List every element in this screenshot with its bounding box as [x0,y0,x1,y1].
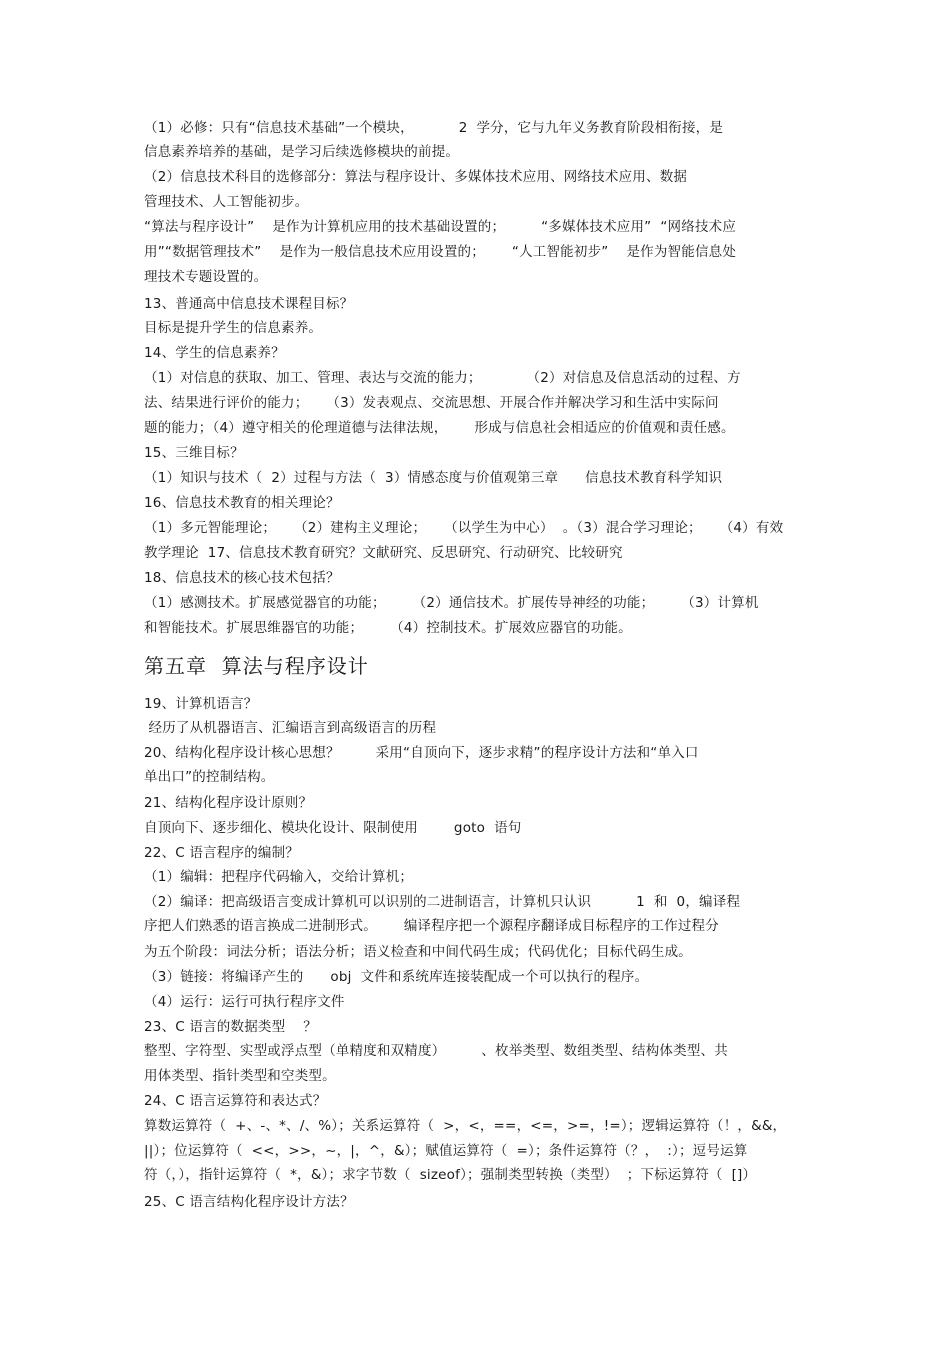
text-line: （3）链接：将编译产生的 obj 文件和系统库连接装配成一个可以执行的程序。 [144,969,649,985]
question-heading: 25、C 语言结构化程序设计方法？ [144,1194,354,1210]
text-line: 整型、字符型、实型或浮点型（单精度和双精度） 、枚举类型、数组类型、结构体类型、共 [144,1043,728,1059]
question-heading: 19、计算机语言？ [144,696,258,712]
text-line: （1）编辑：把程序代码输入，交给计算机； [144,869,414,885]
text-line: “算法与程序设计” 是作为计算机应用的技术基础设置的； “多媒体技术应用” “网络技术应 [144,219,737,235]
text-line: 理技术专题设置的。 [144,269,268,285]
text-line: 信息素养培养的基础，是学习后续选修模块的前提。 [144,144,460,160]
text-line: 教学理论 17、信息技术教育研究？文献研究、反思研究、行动研究、比较研究 [144,545,623,561]
text-line: （1）对信息的获取、加工、管理、表达与交流的能力； （2）对信息及信息活动的过程、方 [144,370,741,386]
text-line: （2）信息技术科目的选修部分：算法与程序设计、多媒体技术应用、网络技术应用、数据 [144,169,688,185]
question-heading: 22、C 语言程序的编制？ [144,845,299,861]
question-heading: 18、信息技术的核心技术包括？ [144,570,340,586]
text-line: （1）感测技术。扩展感觉器官的功能； （2）通信技术。扩展传导神经的功能； （3）计算机 [144,595,759,611]
text-line: （4）运行：运行可执行程序文件 [144,994,345,1010]
text-line: 题的能力；（4）遵守相关的伦理道德与法律法规， 形成与信息社会相适应的价值观和责任感。 [144,420,735,436]
text-line: 单出口”的控制结构。 [144,769,275,785]
text-line: （2）编译：把高级语言变成计算机可以识别的二进制语言，计算机只认识 1 和 0，编译程 [144,894,741,910]
text-line: 序把人们熟悉的语言换成二进制形式。 编译程序把一个源程序翻译成目标程序的工作过程分 [144,918,719,934]
text-line: 算数运算符（ +、-、*、/、%）；关系运算符（ >，<，==，<=，>=，!=）；逻辑运算符（！，&&， [144,1118,787,1134]
text-line: （1）知识与技术（ 2）过程与方法（ 3）情感态度与价值观第三章 信息技术教育科学知识 [144,470,723,486]
text-line: 管理技术、人工智能初步。 [144,194,309,210]
text-line: ||）；位运算符（ <<，>>，~，|，^，&）；赋值运算符（ =）；条件运算符（？， :）；逗号运算 [144,1143,748,1159]
text-line: 和智能技术。扩展思维器官的功能； （4）控制技术。扩展效应器官的功能。 [144,620,632,636]
question-heading: 14、学生的信息素养？ [144,345,285,361]
text-line: （1）多元智能理论； （2）建构主义理论； （以学生为中心） 。（3）混合学习理论； （4）有效 [144,520,784,536]
text-line: 为五个阶段：词法分析；语法分析；语义检查和中间代码生成；代码优化；目标代码生成。 [144,944,692,960]
text-line: 自顶向下、逐步细化、模块化设计、限制使用 goto 语句 [144,820,522,836]
text-line: （1）必修：只有“信息技术基础”一个模块， 2 学分，它与九年义务教育阶段相衔接，是 [144,120,724,136]
text-line: 用”“数据管理技术” 是作为一般信息技术应用设置的； “人工智能初步” 是作为智能信息处 [144,244,737,260]
question-heading: 23、C 语言的数据类型 ？ [144,1019,317,1035]
chapter-heading: 第五章 算法与程序设计 [144,654,369,678]
question-heading: 20、结构化程序设计核心思想？ 采用“自顶向下，逐步求精”的程序设计方法和“单入口 [144,745,699,761]
text-line: 目标是提升学生的信息素养。 [144,320,323,336]
question-heading: 16、信息技术教育的相关理论？ [144,495,340,511]
question-heading: 15、三维目标？ [144,445,244,461]
question-heading: 24、C 语言运算符和表达式？ [144,1093,327,1109]
question-heading: 13、普通高中信息技术课程目标？ [144,296,354,312]
question-heading: 21、结构化程序设计原则？ [144,795,313,811]
text-line: 经历了从机器语言、汇编语言到高级语言的历程 [144,720,437,736]
text-line: 法、结果进行评价的能力； （3）发表观点、交流思想、开展合作并解决学习和生活中实际问 [144,395,719,411]
text-line: 用体类型、指针类型和空类型。 [144,1068,336,1084]
text-line: 符（，），指针运算符（ *，&）；求字节数（ sizeof）；强制类型转换（类型） ；下标运算符（ []） [144,1167,757,1183]
